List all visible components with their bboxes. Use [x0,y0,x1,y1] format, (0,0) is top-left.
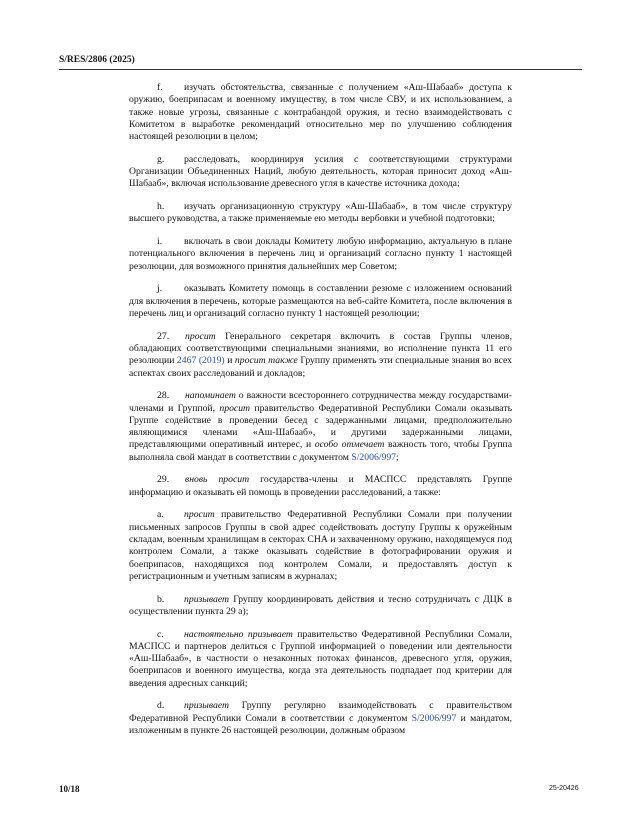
paragraph-g [129,154,512,191]
paragraph-text: важность того, чтобы Группа выполняла свой мандат в соответствии с документом [129,439,512,463]
document-body [129,82,512,748]
paragraph-number: 27. [157,330,170,342]
paragraph-marker: a. [157,509,164,521]
emphasis-text: настоятельно призывает [184,628,293,640]
paragraph-text: ; [396,451,399,463]
paragraph-number: 29. [157,474,170,486]
paragraph-29a [129,509,512,583]
paragraph-29 [129,474,512,499]
paragraph-marker: j. [157,283,163,295]
paragraph-text: изучать обстоятельства, связанные с получением «Аш-Шабааб» доступа к оружию, боеприпасам и военному имуществу, в том числе СВУ, и их использованием, а также новые угрозы, связанные с контрабандой оружия, и тесно взаимодействовать с Комитетом в выработке рекомендаций относительно мер по улучшению соблюдения настоящей резолюции в целом; [129,82,512,143]
paragraph-f [129,82,512,143]
paragraph-text: Группу координировать действия и тесно сотрудничать с ДЦК в осуществлении пункта 29 а); [129,593,512,617]
paragraph-text: государства-члены и МАСПСС представлять Группе информацию и оказывать ей помощь в проведении расследований, а также: [129,474,512,498]
paragraph-marker: f. [157,82,163,93]
paragraph-text: Группу применять эти специальные знания во всех аспектах своих расследований и докладов; [129,355,513,379]
paragraph-marker: g. [157,153,165,165]
paragraph-h [129,201,512,226]
page-number: 10/18 [59,784,80,794]
paragraph-text: расследовать, координируя усилия с соответствующими структурами Организации Объединенных Наций, любую деятельность, которая приносит доход «Аш-Шабааб», включая использование древесного угля в качестве источника дохода; [129,153,512,190]
paragraph-text: и [224,355,235,367]
document-symbol: S/RES/2806 (2025) [59,55,135,65]
paragraph-marker: h. [157,201,165,213]
paragraph-29c [129,629,512,690]
emphasis-text: просит [185,330,216,342]
emphasis-text: просит [219,402,251,414]
header-rule [59,69,582,70]
paragraph-27 [129,331,512,380]
paragraph-29b [129,594,512,619]
paragraph-marker: d. [157,700,165,712]
paragraph-i [129,236,512,273]
paragraph-text: Группу регулярно взаимодействовать с правительством Федеративной Республики Сомали в соответствии с документом [129,700,512,724]
paragraph-text: о важности всестороннего сотрудничества между государствами-членами и Группой, [129,390,512,414]
document-link[interactable]: S/2006/997 [411,712,457,724]
emphasis-text: призывает [184,700,230,712]
paragraph-text: оказывать Комитету помощь в составлении резюме с изложением оснований для включения в перечень, которые размещаются на веб-сайте Комитета, после включения в перечень лиц и организаций согласно пункту 1 настоящей резолюции; [129,283,512,320]
paragraph-text: и мандатом, изложенным в пункте 26 настоящей резолюции, должным образом [129,712,512,737]
paragraph-number: 28. [157,390,170,402]
paragraph-29d [129,700,512,737]
document-number: 25-20426 [549,785,579,792]
emphasis-text: просит [184,509,215,521]
paragraph-marker: c. [157,628,164,640]
emphasis-text: просит также [234,355,298,367]
paragraph-text: изучать организационную структуру «Аш-Шабааб», в том числе структуру высшего руководства, а также применяемые ею методы вербовки и учебной подготовки; [129,201,512,225]
paragraph-text: правительство Федеративной Республики Сомали, МАСПСС и партнеров делиться с Группой информацией о поведении или деятельности «Аш-Шабааб», в частности о незаконных потоках финансов, древесного угля, оружия, боеприпасов и военного имущества, когда эта деятельность подпадает под критерии для введения адресных санкций; [129,628,512,689]
emphasis-text: призывает [184,593,230,605]
document-link[interactable]: S/2006/997 [351,451,397,463]
emphasis-text: вновь просит [185,474,250,486]
paragraph-text: Генерального секретаря включить в состав Группы членов, обладающих соответствующими специальными знаниями, во исполнение пункта 11 его резолюции [129,330,512,367]
paragraph-marker: b. [157,593,165,605]
resolution-link[interactable]: 2467 (2019) [176,355,225,367]
emphasis-text: особо отмечает [314,439,385,451]
paragraph-j [129,283,512,320]
paragraph-marker: i. [157,236,163,248]
paragraph-text: правительство Федеративной Республики Сомали при получении письменных запросов Группы в свой адрес содействовать доступу Группы к оружейным складам, военным хранилищам в секторах СНА и захваченному оружию, находящемуся под контролем Сомали, а также оказывать содействие в фотографировании оружия и боеприпасов, находящихся под контролем Сомали, и предоставлять доступ к регистрационным и учетным записям в журналах; [129,509,512,582]
paragraph-text: правительство Федеративной Республики Сомали оказывать Группе содействие в проведении бесед с задержанными лицами, предположительно являющимися членами «Аш-Шабааб», и другими задержанными лицами, представляющими оперативный интерес, и [129,402,513,451]
paragraph-text: включать в свои доклады Комитету любую информацию, актуальную в плане потенциального включения в перечень лиц и организаций согласно пункту 1 настоящей резолюции, для возможного принятия дальнейших мер Советом; [129,236,512,272]
emphasis-text: напоминает [185,390,236,402]
paragraph-28 [129,390,512,464]
